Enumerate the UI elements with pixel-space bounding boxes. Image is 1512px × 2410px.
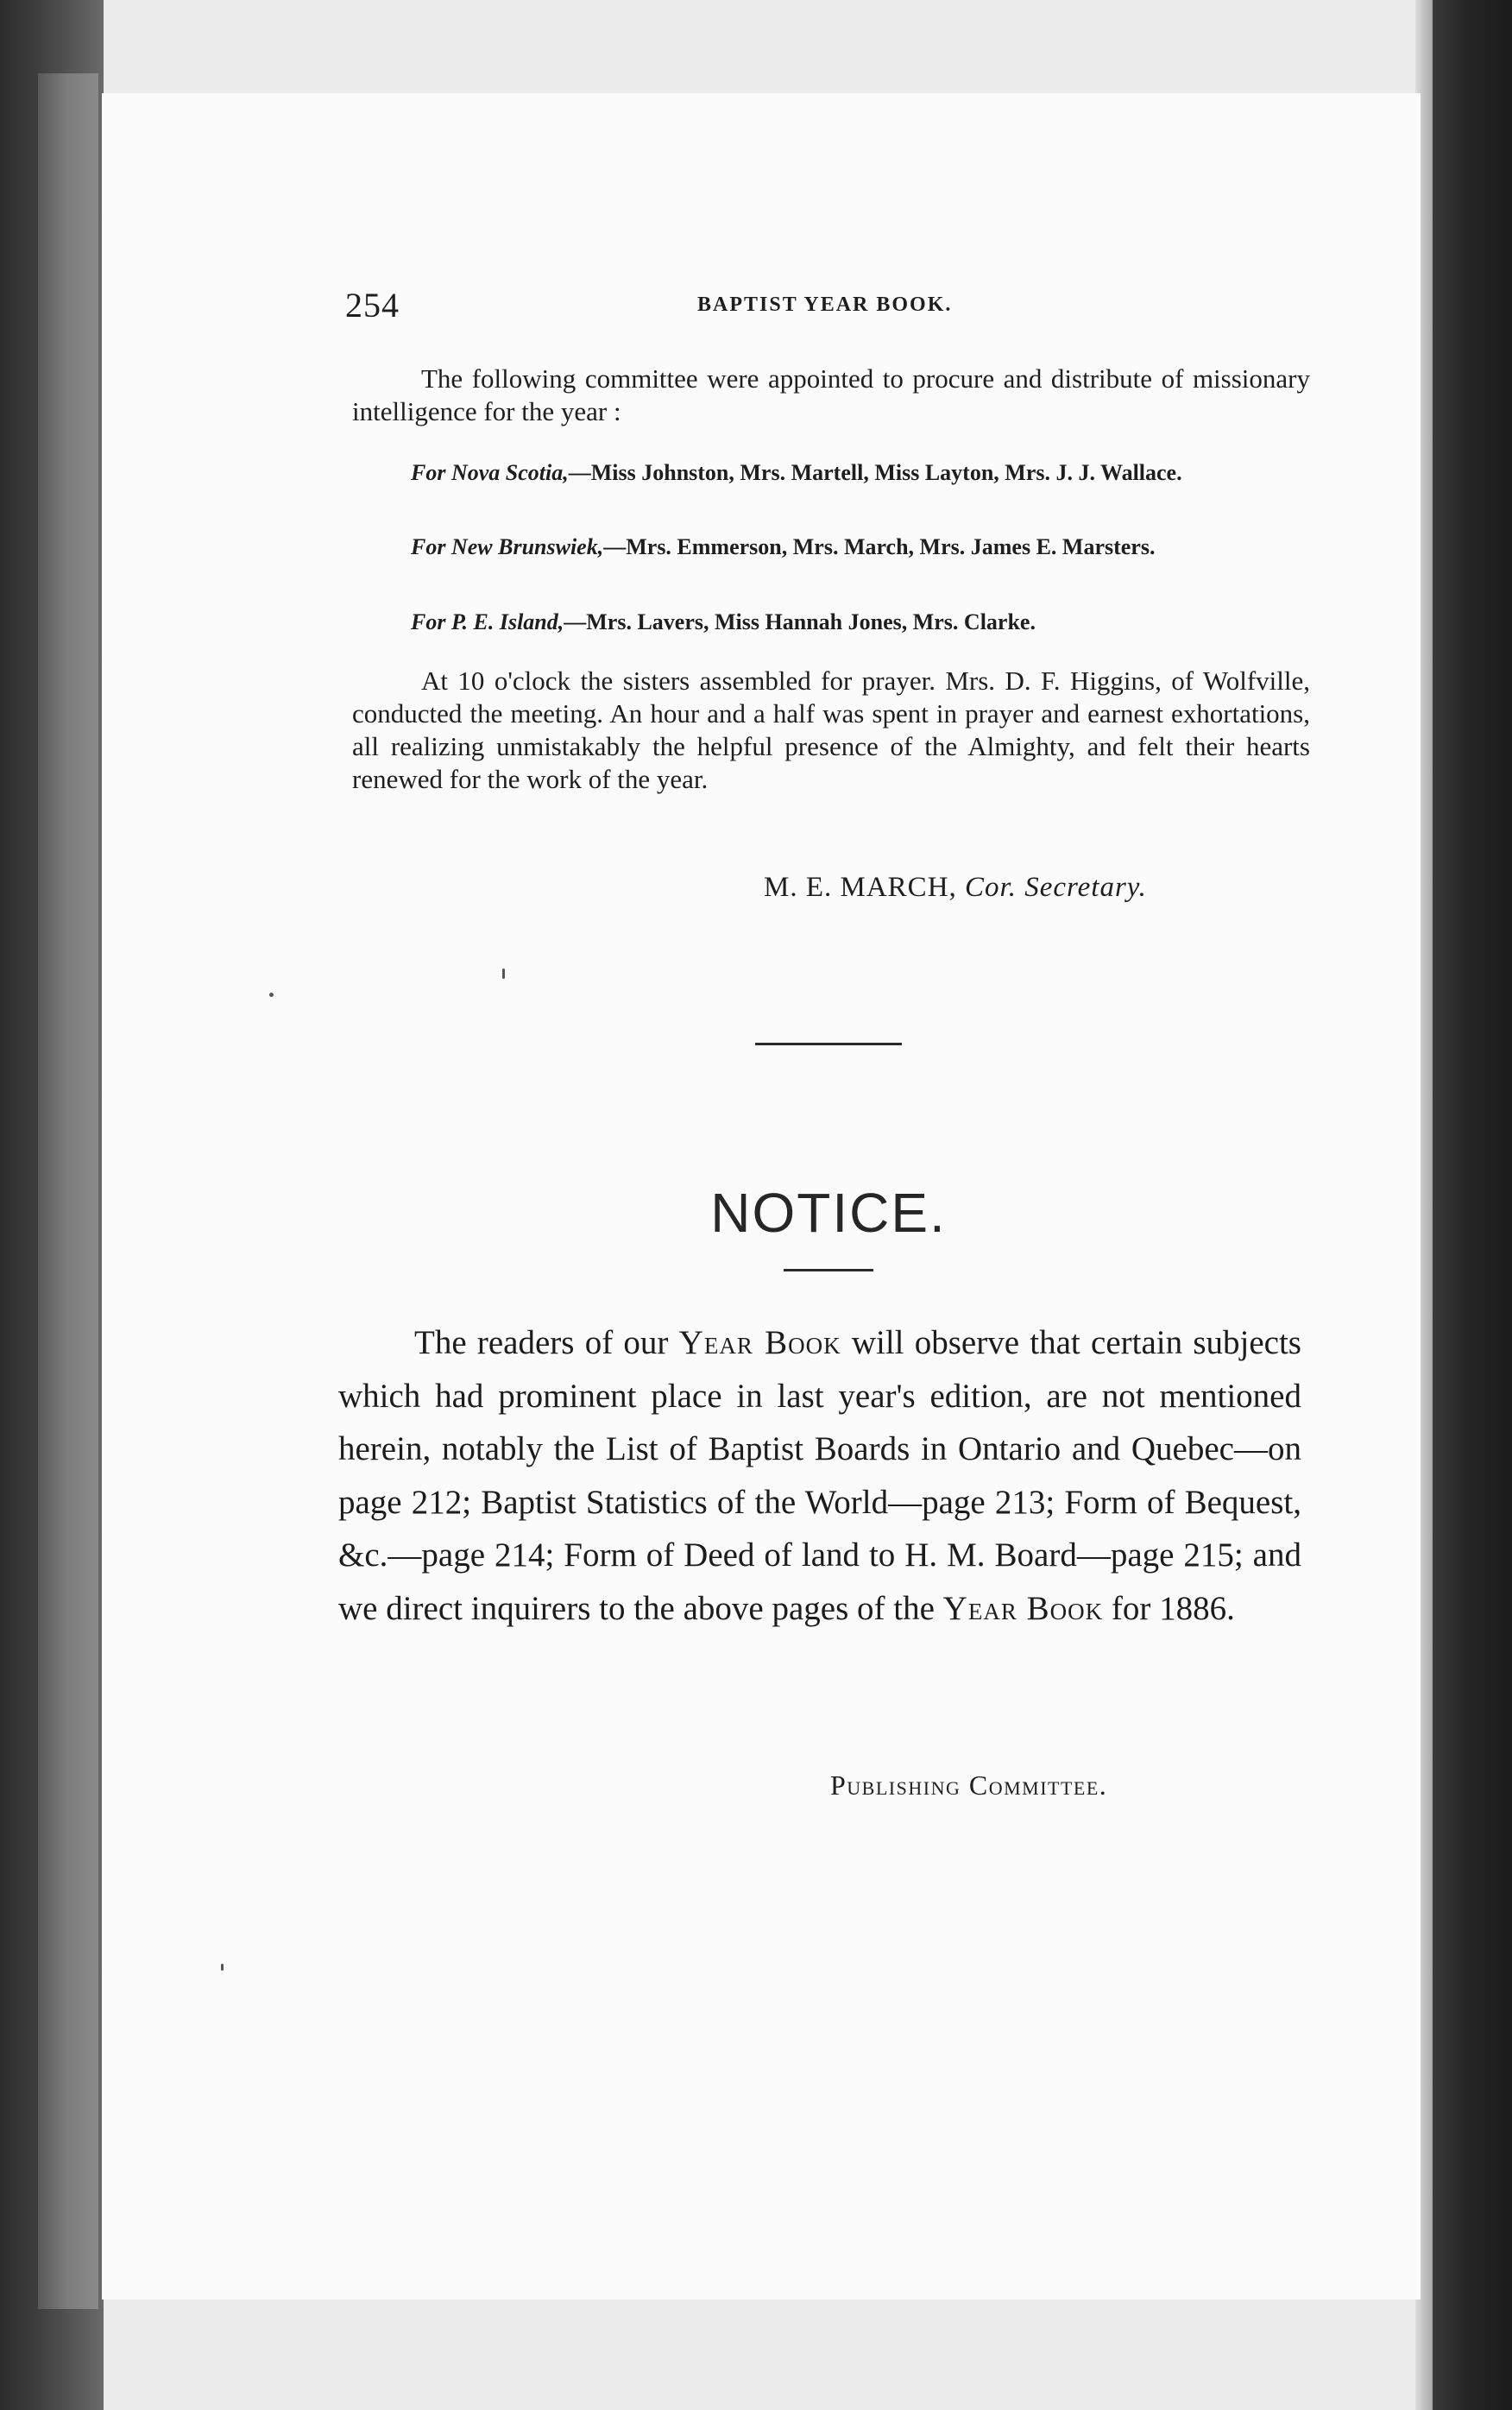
notice-heading: NOTICE. [710, 1182, 947, 1244]
signature-name: M. E. MARCH, [764, 872, 957, 903]
committee-entry [352, 609, 1310, 636]
committee-members: —Mrs. Emmerson, Mrs. March, Mrs. James E. Marsters. [603, 534, 1156, 559]
committee-intro-paragraph: The following committee were appointed to procure and distribute of missionary intelligence for the year : [352, 363, 1310, 426]
signature-title: Cor. Secretary. [965, 872, 1147, 903]
scan-speck [269, 993, 274, 997]
notice-text-part: The readers of our [414, 1324, 679, 1361]
committee-entry [352, 533, 1310, 561]
scan-top-margin [0, 0, 1512, 95]
running-head: BAPTIST YEAR BOOK. [697, 293, 953, 316]
year-book-title: Year Book [942, 1589, 1104, 1627]
committee-region: For Nova Scotia, [411, 460, 569, 485]
book-edge-right [1433, 0, 1512, 2410]
committee-members: —Mrs. Lavers, Miss Hannah Jones, Mrs. Clarke. [564, 609, 1036, 634]
scan-speck [502, 968, 505, 979]
scan-speck [221, 1964, 224, 1971]
committee-region: For New Brunswiek, [411, 534, 604, 559]
prayer-paragraph: At 10 o'clock the sisters assembled for prayer. Mrs. D. F. Higgins, of Wolfville, conducted the meeting. An hour and a half was spent in prayer and earnest exhortations, all realizing unmistakably the helpful presence of the Almighty, and felt their hearts renewed for the work of the year. [352, 666, 1310, 794]
year-book-title: Year Book [678, 1324, 841, 1361]
committee-members: —Miss Johnston, Mrs. Martell, Miss Layton, Mrs. J. J. Wallace. [568, 460, 1182, 485]
heading-underline [784, 1269, 873, 1271]
notice-text-part: for 1886. [1103, 1589, 1235, 1627]
section-divider [755, 1043, 902, 1045]
notice-signature: Publishing Committee. [830, 1770, 1108, 1801]
scan-bottom-margin [0, 2296, 1512, 2410]
committee-region: For P. E. Island, [411, 609, 564, 634]
secretary-signature [764, 872, 1147, 904]
page-number: 254 [345, 286, 400, 325]
book-spine-shadow [38, 73, 98, 2309]
notice-paragraph [338, 1316, 1301, 1635]
committee-entry [352, 459, 1310, 487]
notice-text-part: will observe that certain subjects which had prominent place in last year's edition, are not mentioned herein, notably the List of Baptist Boards in Ontario and Quebec—on page 212; Baptist Statistics of the World—page 213; Form of Bequest, &c.—page 214; Form of Deed of land to H. M. Board—page 215; and we direct inquirers to the above pages of the [338, 1324, 1301, 1627]
